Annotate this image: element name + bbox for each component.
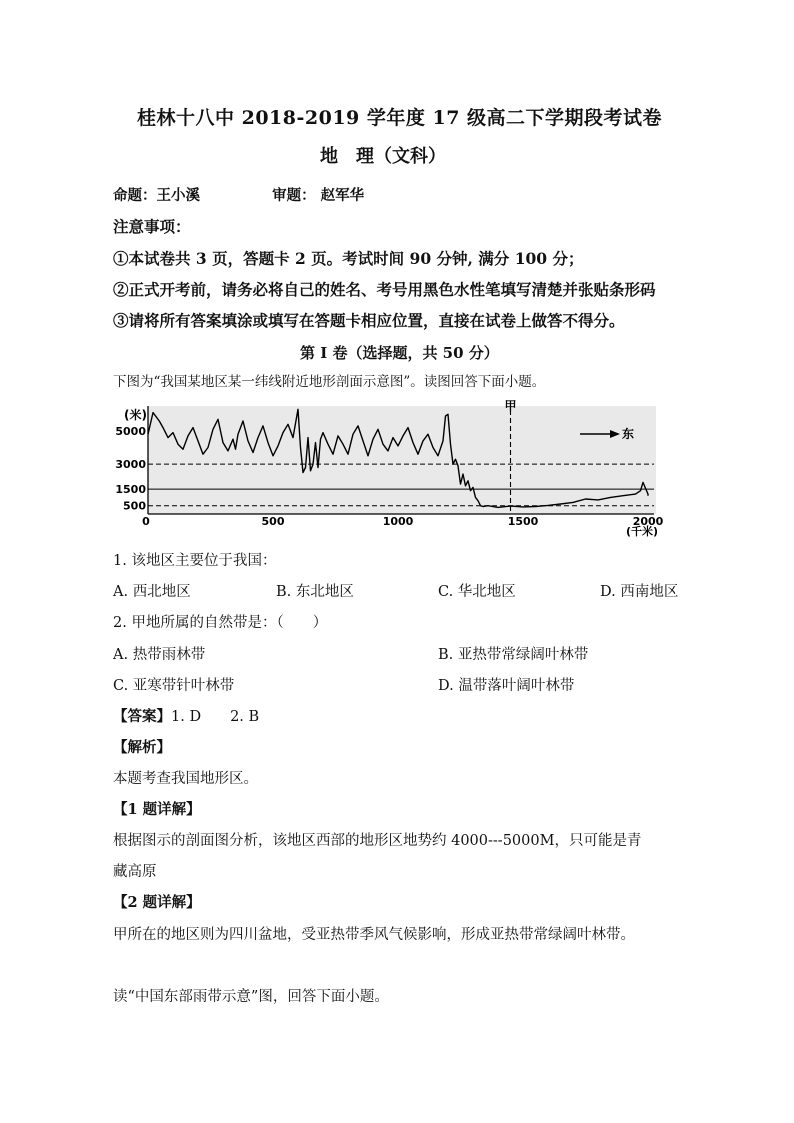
q2-option-c[interactable]: C. 亚寒带针叶林带 — [113, 678, 235, 694]
x-tick-label: 500 — [261, 515, 285, 528]
terrain-profile-chart — [110, 398, 670, 540]
x-axis-label: (千米) — [626, 525, 659, 538]
notice-item-1: ①本试卷共 3 页，答题卡 2 页。考试时间 90 分钟, 满分 100 分； — [113, 249, 584, 268]
chart-background — [148, 406, 656, 514]
q1-option-a[interactable]: A. 西北地区 — [113, 584, 191, 600]
x-tick-label: 2000 — [632, 515, 664, 528]
detail-1-line-2: 藏高原 — [113, 864, 157, 880]
analysis-tag: 【解析】 — [113, 739, 171, 756]
section-heading: 第 I 卷（选择题，共 50 分） — [300, 344, 499, 362]
notice-item-3: ③请将所有答案填涂或填写在答题卡相应位置，直接在试卷上做答不得分。 — [113, 311, 625, 330]
reviewer-label: 审题： 赵军华 — [272, 187, 365, 204]
q2-option-a[interactable]: A. 热带雨林带 — [113, 647, 206, 663]
direction-label: 东 — [622, 427, 635, 441]
notice-item-2: ②正式开考前，请务必将自己的姓名、考号用黑色水性笔填写清楚并张贴条形码 — [113, 280, 656, 299]
answer-line — [113, 707, 259, 727]
y-tick-label: 5000 — [115, 424, 146, 438]
section-intro: 下图为“我国某地区某一纬线附近地形剖面示意图”。读图回答下面小题。 — [113, 374, 546, 390]
exam-title: 桂林十八中 2018-2019 学年度 17 级高二下学期段考试卷 — [137, 107, 663, 129]
question-2-stem: 2. 甲地所属的自然带是：（ ） — [113, 615, 328, 631]
q1-option-d[interactable]: D. 西南地区 — [600, 584, 679, 600]
x-tick-label: 0 — [142, 515, 150, 528]
exam-subject: 地 理（文科） — [320, 146, 446, 167]
detail-1-line-1: 根据图示的剖面图分析，该地区西部的地形区地势约 4000---5000M，只可能是青 — [113, 833, 642, 849]
detail-1-tag: 【1 题详解】 — [113, 801, 201, 818]
detail-2-tag: 【2 题详解】 — [113, 894, 201, 911]
y-tick-label: 500 — [123, 499, 146, 513]
q2-option-b[interactable]: B. 亚热带常绿阔叶林带 — [438, 647, 589, 663]
answer-text: 1. D 2. B — [171, 709, 260, 725]
marker-label: 甲 — [504, 399, 517, 413]
next-question-intro: 读“中国东部雨带示意”图，回答下面小题。 — [113, 989, 389, 1005]
y-tick-label: 1500 — [115, 483, 146, 497]
q1-option-b[interactable]: B. 东北地区 — [276, 584, 354, 600]
y-tick-label: 3000 — [115, 458, 146, 472]
y-axis-label: (米) — [124, 408, 147, 422]
answer-tag: 【答案】 — [113, 708, 171, 725]
x-tick-label: 1000 — [382, 515, 414, 528]
author-label: 命题：王小溪 — [113, 187, 200, 204]
question-1-stem: 1. 该地区主要位于我国： — [113, 553, 277, 569]
q1-option-c[interactable]: C. 华北地区 — [438, 584, 516, 600]
author-line — [113, 186, 364, 206]
x-tick-label: 1500 — [507, 515, 539, 528]
detail-2-text: 甲所在的地区则为四川盆地，受亚热带季风气候影响，形成亚热带常绿阔叶林带。 — [113, 927, 635, 943]
analysis-text: 本题考查我国地形区。 — [113, 771, 258, 787]
q2-option-d[interactable]: D. 温带落叶阔叶林带 — [438, 678, 575, 694]
notice-heading: 注意事项： — [113, 217, 191, 236]
